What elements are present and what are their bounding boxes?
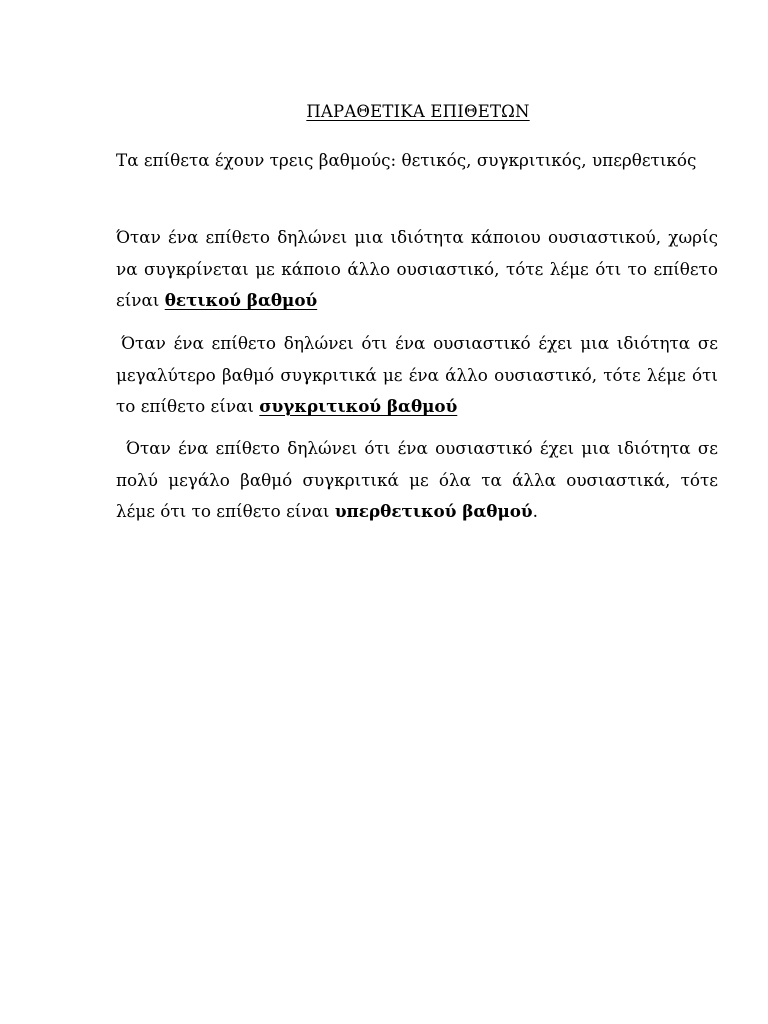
term-positive-degree: θετικού βαθμού [164,290,318,310]
paragraph-superlative [116,433,718,528]
paragraph-intro [116,145,718,177]
paragraph-comparative-text: Όταν ένα επίθετο δηλώνει ότι ένα ουσιαστικό έχει μια ιδιότητα σε μεγαλύτερο βαθμό συγκριτικά με ένα άλλο ουσιαστικό, τότε λέμε ότι το επίθετο είναι [116,333,718,416]
paragraph-superlative-end: . [532,501,538,521]
term-comparative-degree: συγκριτικού βαθμού [259,396,458,416]
term-superlative-degree: υπερθετικού βαθμού [334,501,533,521]
paragraph-positive [116,222,718,317]
paragraph-superlative-text: Όταν ένα επίθετο δηλώνει ότι ένα ουσιαστικό έχει μια ιδιότητα σε πολύ μεγάλο βαθμό συγκριτικά με όλα τα άλλα ουσιαστικά, τότε λέμε ότι το επίθετο είναι [116,438,718,521]
document-title: ΠΑΡΑΘΕΤΙΚΑ ΕΠΙΘΕΤΩΝ [306,102,530,121]
paragraph-comparative [116,328,718,423]
paragraph-positive-text: Όταν ένα επίθετο δηλώνει μια ιδιότητα κάποιου ουσιαστικού, χωρίς να συγκρίνεται με κάποιο άλλο ουσιαστικό, τότε λέμε ότι το επίθετο είναι [116,227,718,310]
paragraph-intro-text: Τα επίθετα έχουν τρεις βαθμούς: θετικός, συγκριτικός, υπερθετικός [116,150,697,170]
